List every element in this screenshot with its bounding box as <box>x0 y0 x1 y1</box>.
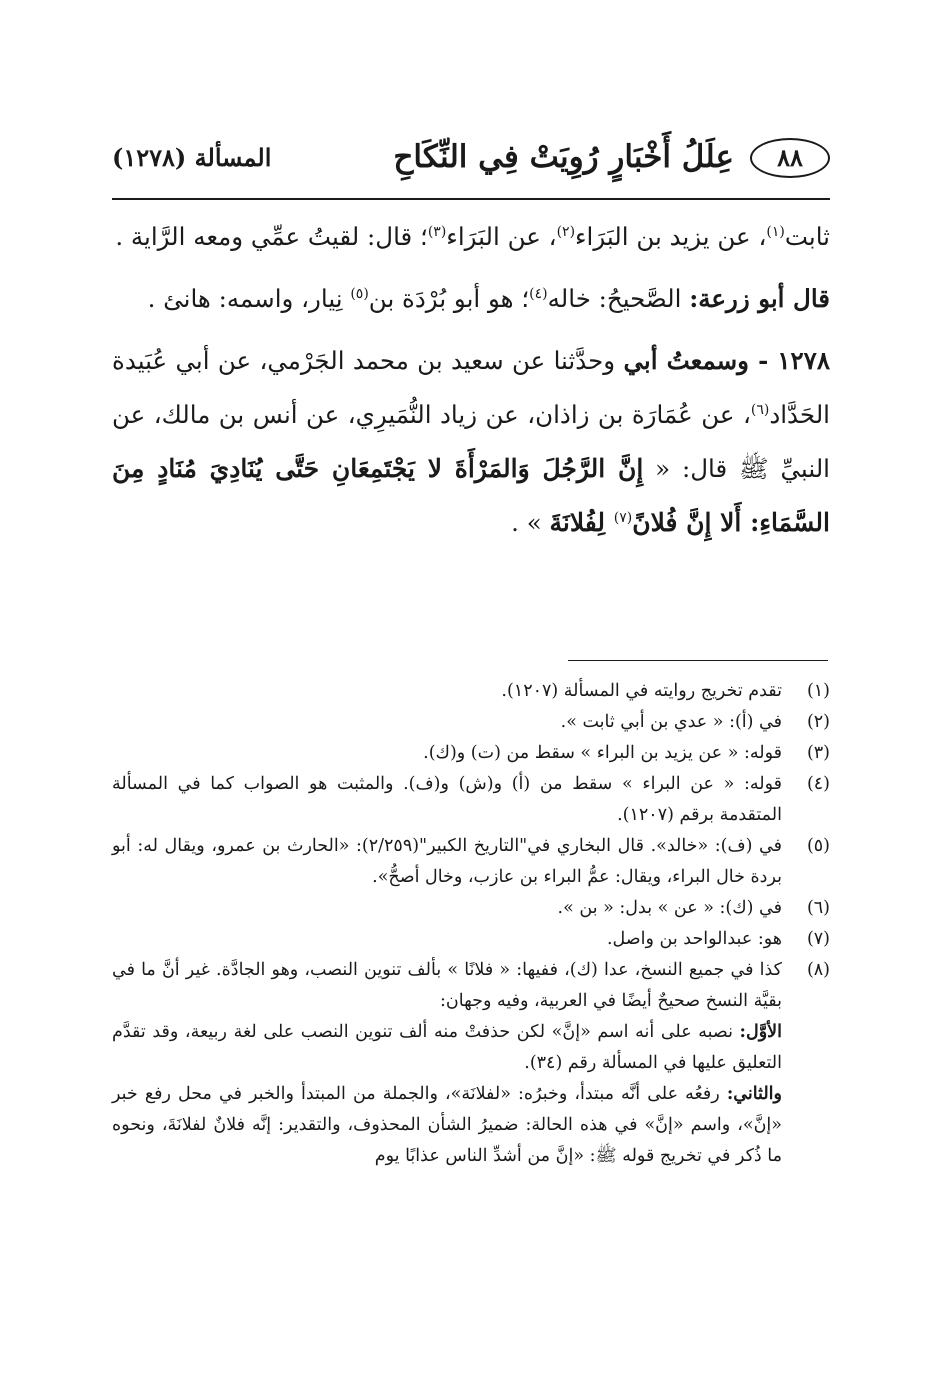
footnote-continuation <box>112 1079 830 1172</box>
issue-label: المسألة (١٢٧٨) <box>112 143 272 172</box>
text-run: ، عن يزيد بن البَرَاء <box>575 222 767 251</box>
book-title: عِلَلُ أَخْبَارٍ رُوِيَتْ فِي النِّكَاحِ <box>393 139 734 175</box>
footnote-lead: الأوَّل: <box>739 1022 782 1042</box>
text-run: ؛ قال: لقيتُ عمِّي ومعه الرَّاية . <box>115 222 428 251</box>
footnote-text: قوله: « عن البراء » سقط من (أ) و(ش) و(ف). والمثبت هو الصواب كما في المسألة المتقدمة برقم (١٢٠٧). <box>112 774 782 825</box>
footnote-text: نصبه على أنه اسم «إنَّ» لكن حذفتْ منه ألف تنوين النصب على لغة ربيعة، وقد تقدَّم التعليق عليها في المسألة رقم (٣٤). <box>112 1022 782 1073</box>
footnote-text: في (ك): « عن » بدل: « بن ». <box>557 898 782 918</box>
footnote-text: قوله: « عن يزيد بن البراء » سقط من (ت) و(ك). <box>423 743 782 763</box>
speaker-lead: قال أبو زرعة: <box>689 284 830 313</box>
footnote-ref-5: (٥) <box>350 285 369 302</box>
footnote-number: (٥) <box>806 836 830 856</box>
footnote <box>112 924 830 955</box>
footnote-number: (٣) <box>806 743 830 763</box>
hadith-text-end: لِفُلانَةَ <box>549 508 614 537</box>
footnote-number: (٨) <box>806 960 830 980</box>
paragraph-1 <box>112 210 830 264</box>
text-run: ؛ هو أبو بُرْدَة بن <box>368 284 530 313</box>
text-run: ثابت <box>784 222 830 251</box>
footnote <box>112 955 830 1017</box>
footnote-text: هو: عبدالواحد بن واصل. <box>606 929 782 949</box>
text-run: الصَّحيحُ: خاله <box>547 284 690 313</box>
text-run: ، عن البَرَاء <box>446 222 557 251</box>
footnote-ref-4: (٤) <box>529 285 548 302</box>
footnote-number: (٤) <box>806 774 830 794</box>
footnote-continuation <box>112 1017 830 1079</box>
text-run: نِيار، واسمه: هانئ . <box>147 284 351 313</box>
footnote-ref-1: (١) <box>766 223 785 240</box>
footnote-text: رفعُه على أنَّه مبتدأ، وخبرُه: «لفلانَة»، والجملة من المبتدأ والخبر في محل رفع خبر «إنَّ»، واسم «إنَّ» في هذه الحالة: ضميرُ الشأن المحذوف، والتقدير: إنَّه فلانٌ لفلانَةَ، ونحوه ما ذُكر في تخريج قوله ﷺ: «إنَّ من أشدِّ الناس عذابًا يوم <box>112 1084 782 1166</box>
footnote-lead: والثاني: <box>726 1084 782 1104</box>
hadith-text: إِنَّ الرَّجُلَ وَالمَرْأَةَ لا يَجْتَمِعَانِ حَتَّى يُنَادِيَ مُنَادٍ مِنَ السَّمَاءِ: أَلا إِنَّ فُلانً <box>112 454 830 537</box>
paragraph-2 <box>112 272 830 326</box>
footnote <box>112 831 830 893</box>
text-run: وحدَّثنا عن سعيد بن محمد الجَرْمي، عن أبي عُبَيدة الحَدَّاد <box>112 346 830 429</box>
footnote <box>112 738 830 769</box>
text-run: ، عن عُمَارَة بن زاذان، عن زياد النُّمَيرِي، عن أنس بن مالك، عن النبيِّ ﷺ قال: « <box>112 400 830 483</box>
footnote-text: تقدم تخريج روايته في المسألة (١٢٠٧). <box>501 681 782 701</box>
footnote-ref-2: (٢) <box>556 223 576 240</box>
footnote <box>112 769 830 831</box>
footnotes <box>112 676 830 1172</box>
page-number: ٨٨ <box>777 143 803 172</box>
footnote-text: في (ف): «خالد». قال البخاري في"التاريخ الكبير"(٢/٢٥٩): «الحارث بن عمرو، ويقال له: أبو بردة خال البراء، ويقال: عمُّ البراء بن عازب، وخال أصحُّ». <box>112 836 782 887</box>
footnote-number: (٦) <box>806 898 830 918</box>
footnote-text: في (أ): « عدي بن أبي ثابت ». <box>560 712 782 732</box>
footnote <box>112 676 830 707</box>
main-text <box>112 210 830 558</box>
footnote-text: كذا في جميع النسخ، عدا (ك)، ففيها: « فلانًا » بألف تنوين النصب، وهو الجادَّة. غير أنَّ ما في بقيَّة النسخ صحيحٌ أيضًا في العربية، وفيه وجهان: <box>112 960 782 1011</box>
footnote-ref-7: (٧) <box>613 509 633 526</box>
footnote-divider <box>568 660 828 661</box>
footnote <box>112 893 830 924</box>
footnote <box>112 707 830 738</box>
paragraph-3 <box>112 334 830 550</box>
running-header <box>112 134 830 196</box>
footnote-ref-3: (٣) <box>427 223 447 240</box>
footnote-number: (٧) <box>806 929 830 949</box>
footnote-number: (١) <box>806 681 830 701</box>
page-number-badge <box>750 138 830 178</box>
header-divider <box>112 198 830 200</box>
footnote-number: (٢) <box>806 712 830 732</box>
footnote-ref-6: (٦) <box>750 401 770 418</box>
issue-number-lead: ١٢٧٨ - وسمعتُ أبي <box>623 346 830 375</box>
text-run: » . <box>511 508 550 537</box>
